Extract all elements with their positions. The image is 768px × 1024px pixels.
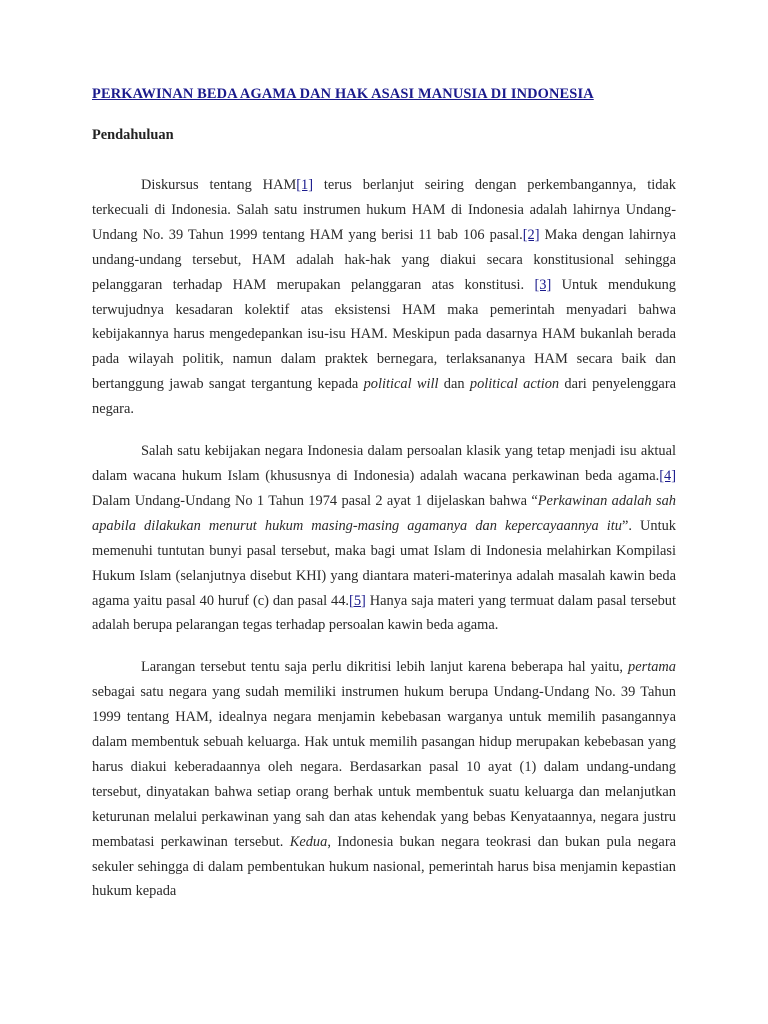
p1-italic-1: political will bbox=[363, 376, 439, 393]
section-heading: Pendahuluan bbox=[92, 127, 174, 143]
footnote-link-5[interactable]: [5] bbox=[349, 592, 366, 609]
p2-italic-quote: Perkawinan adalah sah apabila dilakukan menurut hukum masing-masing agamanya dan kepercayaannya itu bbox=[92, 492, 676, 534]
footnote-link-4[interactable]: [4] bbox=[659, 467, 676, 484]
paragraph-1 bbox=[92, 173, 676, 422]
p3-text-3: , Indonesia bukan negara teokrasi dan bukan pula negara sekuler sehingga di dalam pembentukan hukum nasional, pemerintah harus bisa menjamin kepastian hukum kepada bbox=[92, 833, 676, 900]
p3-italic-2: Kedua bbox=[289, 833, 328, 850]
p1-text-2: terus berlanjut seiring dengan perkembangannya, tidak terkecuali di Indonesia. Salah satu instrumen hukum HAM di Indonesia adalah lahirnya Undang-Undang No. 39 Tahun 1999 tentang HAM yang berisi 11 bab 106 pasal. bbox=[92, 177, 676, 243]
document-title: PERKAWINAN BEDA AGAMA DAN HAK ASASI MANUSIA DI INDONESIA bbox=[92, 86, 594, 102]
p3-text-1: Larangan tersebut tentu saja perlu dikritisi lebih lanjut karena beberapa hal yaitu, bbox=[141, 659, 629, 676]
paragraph-2 bbox=[92, 439, 676, 638]
p1-italic-2: political action bbox=[469, 376, 560, 393]
p2-text-2: Dalam Undang-Undang No 1 Tahun 1974 pasal 2 ayat 1 dijelaskan bahwa “ bbox=[92, 492, 538, 509]
p1-text-3: Maka dengan lahirnya undang-undang tersebut, HAM adalah hak-hak yang diakui secara konstitusional sehingga pelanggaran terhadap HAM merupakan pelanggaran atas konstitusi. bbox=[92, 226, 676, 293]
p1-text-4: Untuk mendukung terwujudnya kesadaran kolektif atas eksistensi HAM maka pemerintah menyadari bahwa kebijakannya harus mengedepankan isu-isu HAM. Meskipun pada dasarnya HAM bukanlah berada pada wilayah politik, namun dalam praktek bernegara, terlaksananya HAM secara baik dan bertanggung jawab sangat tergantung kepada bbox=[92, 276, 676, 393]
p1-text-1: Diskursus tentang HAM bbox=[141, 177, 297, 193]
footnote-link-3[interactable]: [3] bbox=[534, 276, 552, 293]
footnote-link-1[interactable]: [1] bbox=[296, 177, 314, 193]
p2-text-3: ”. Untuk memenuhi tuntutan bunyi pasal tersebut, maka bagi umat Islam di Indonesia melahirkan Kompilasi Hukum Islam (selanjutnya disebut KHI) yang diantara materi-materinya adalah masalah kawin beda agama yaitu pasal 40 huruf (c) dan pasal 44. bbox=[92, 517, 677, 609]
footnote-link-2[interactable]: [2] bbox=[522, 226, 540, 243]
paragraph-3 bbox=[92, 655, 676, 904]
p3-italic-1: pertama bbox=[628, 659, 676, 676]
p2-text-4: Hanya saja materi yang termuat dalam pasal tersebut adalah berupa pelarangan tegas terhadap persoalan kawin beda agama. bbox=[92, 592, 676, 634]
p2-text-1: Salah satu kebijakan negara Indonesia dalam persoalan klasik yang tetap menjadi isu aktual dalam wacana hukum Islam (khususnya di Indonesia) adalah wacana perkawinan beda agama. bbox=[92, 443, 676, 484]
p1-text-6: dari penyelenggara negara. bbox=[92, 376, 677, 418]
p3-text-2: sebagai satu negara yang sudah memiliki instrumen hukum berupa Undang-Undang No. 39 Tahun 1999 tentang HAM, idealnya negara menjamin kebebasan warganya untuk memilih pasangannya dalam membentuk sebuah keluarga. Hak untuk memilih pasangan hidup merupakan kebebasan yang harus diakui keberadaannya oleh negara. Berdasarkan pasal 10 ayat (1) dalam undang-undang tersebut, dinyatakan bahwa setiap orang berhak untuk membentuk suatu keluarga dan melanjutkan keturunan melalui perkawinan yang sah dan atas kehendak yang bebas Kenyataannya, negara justru membatasi perkawinan tersebut. bbox=[92, 684, 676, 850]
p1-text-5: dan bbox=[438, 376, 470, 393]
